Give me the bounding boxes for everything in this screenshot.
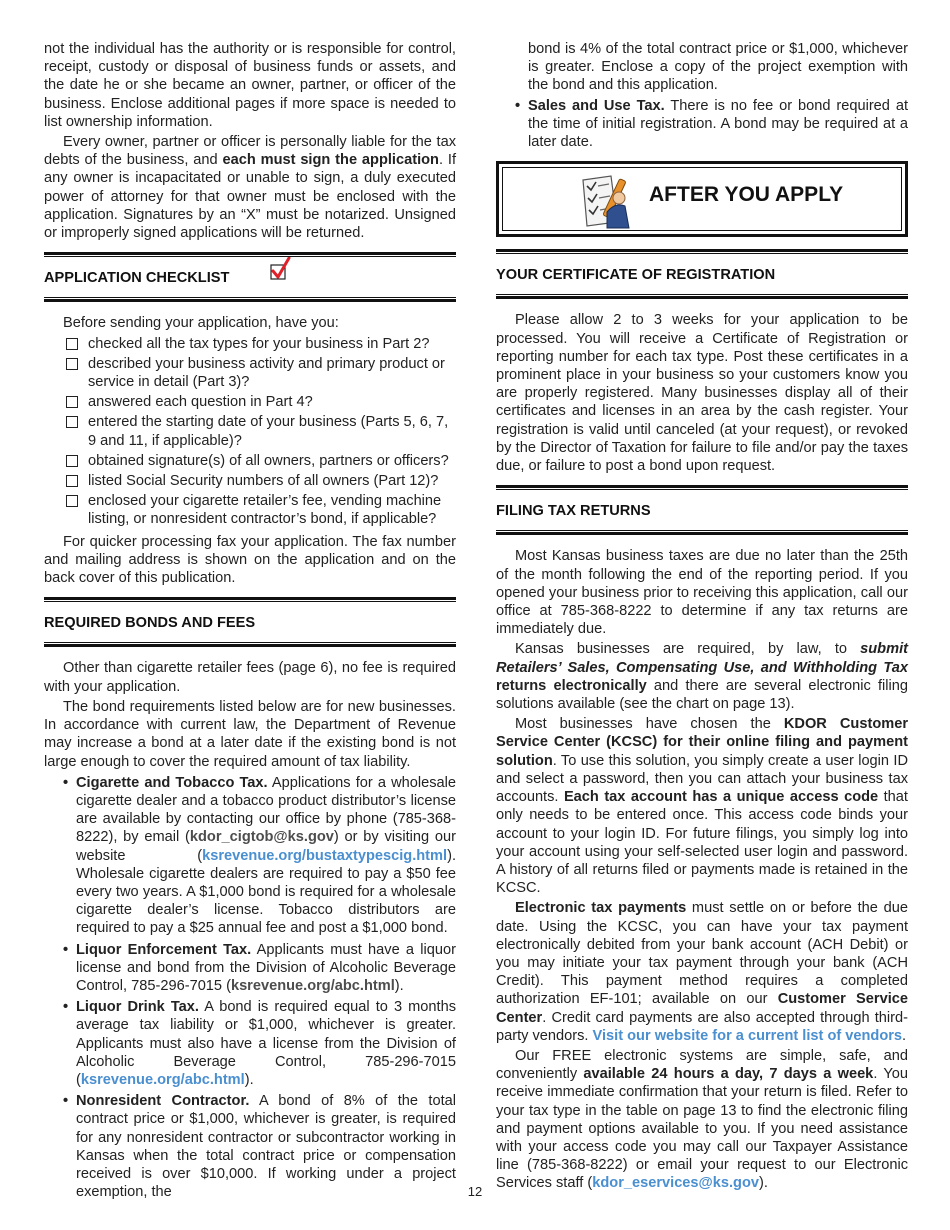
section-heading: FILING TAX RETURNS: [496, 503, 651, 520]
filing-paragraph: Most Kansas business taxes are due no later than the 25th of the month following the end of the reporting period. If you opened your business prior to receiving this application, call our office at 785-368-8222 to determine if any tax returns are immediately due.: [496, 548, 908, 638]
filing-section: [496, 485, 908, 535]
cig-website-link[interactable]: ksrevenue.org/bustaxtypescig.html: [202, 847, 448, 864]
checklist-item: enclosed your cigarette retailer’s fee, vending machine listing, or nonresident contractor’s bond, if applicable?: [64, 492, 456, 528]
abc-website-link[interactable]: ksrevenue.org/abc.html: [230, 977, 395, 994]
left-column: [44, 40, 456, 1205]
checkmark-icon: [270, 257, 292, 281]
checklist-intro: Before sending your application, have you:: [63, 315, 339, 332]
bond-item-nonresident: • Nonresident Contractor. A bond of 8% of the total contract price or $1,000, whichever is greater, is required for any nonresident contractor or subcontractor working in Kansas when the total contract price or compensation received is over $10,000. If working under a project exemption, the: [63, 1093, 456, 1201]
eservices-email-link[interactable]: kdor_eservices@ks.gov: [592, 1175, 760, 1192]
after-you-apply-banner: [496, 161, 908, 237]
section-heading: APPLICATION CHECKLIST: [44, 270, 230, 287]
filing-paragraph: Electronic tax payments must settle on or before the due date. Using the KCSC, you can have your tax payment electronically debited from your bank account (ACH Debit) or you may initiate your tax payment through your bank (ACH Credit). This payment method requires a completed authorization EF-101; available on our Customer Service Center. Credit card payments are also accepted through third-party vendors. Visit our website for a current list of vendors.: [496, 900, 908, 1044]
checkbox-icon: [66, 358, 78, 370]
checkbox-icon: [66, 475, 78, 487]
filing-paragraph: Our FREE electronic systems are simple, safe, and conveniently available 24 hours a day, 7 days a week. You receive immediate confirmation that your return is filed. Refer to your tax type in the table on page 13 to find the electronic filing and payment options available to you. If you need assistance with your access code you may call our Taxpayer Assistance line (785-368-8222) or email your request to our Electronic Services staff (kdor_eservices@ks.gov).: [496, 1047, 908, 1192]
bond-list: [44, 774, 456, 1202]
filing-paragraph: Most businesses have chosen the KDOR Customer Service Center (KCSC) for their online filing and payment solution. To use this solution, you simply create a user login ID and select a password, then you can attach your business tax accounts. Each tax account has a unique access code that only needs to be entered once. This access code binds your account to your login ID. For future filings, you simply log into your account using your self-selected user login and password. A history of all returns filed or payments made is retained in the KCSC.: [496, 716, 909, 897]
nonresident-continued: bond is 4% of the total contract price or $1,000, whichever is greater. Enclose a copy of the project exemption with the bond and this application.: [528, 41, 908, 94]
checklist-item: described your business activity and primary product or service in detail (Part 3)?: [64, 355, 456, 391]
certificate-paragraph: Please allow 2 to 3 weeks for your application to be processed. You will receive a Certificate of Registration or reporting number for each tax type. Post these certificates in a prominent place in your business so your customers know you are properly registered. Many businesses display all of their certificates and licenses in an area by the cash register. Your registration is valid until canceled (at your request), or revoked by the Director of Taxation for failure to file and/or pay the taxes due, or failure to post a bond upon request.: [496, 312, 908, 475]
required-bonds-section: [44, 597, 456, 647]
checklist-item: entered the starting date of your business (Parts 5, 6, 7, 9 and 11, if applicable)?: [64, 413, 456, 449]
checkbox-icon: [66, 338, 78, 350]
bond-item-liquor-enforcement: • Liquor Enforcement Tax. Applicants must have a liquor license and bond from the Division of Alcoholic Beverage Control, 785-296-7015 (ksrevenue.org/abc.html).: [63, 941, 456, 994]
section-heading: REQUIRED BONDS AND FEES: [44, 615, 256, 632]
checklist-clipboard-icon: [577, 172, 637, 230]
checkbox-icon: [66, 495, 78, 507]
section-heading: YOUR CERTIFICATE OF REGISTRATION: [496, 267, 776, 284]
vendors-link[interactable]: Visit our website for a current list of vendors: [592, 1027, 903, 1044]
liability-paragraph: Every owner, partner or officer is personally liable for the tax debts of the business, and each must sign the application. If any owner is incapacitated or unable to sign, a duly executed power of attorney for that owner must be enclosed with the application. Signatures by an “X” must be notarized. Unsigned or improperly signed applications will be returned.: [44, 134, 456, 242]
checkbox-icon: [66, 416, 78, 428]
checklist-item: obtained signature(s) of all owners, partners or officers?: [64, 452, 456, 470]
bond-item-cigarette: • Cigarette and Tobacco Tax. Applications for a wholesale cigarette dealer and a tobacco product distributor’s license are available by contacting our office by phone (785-368-8222), by email (kdor_cigtob@ks.gov) or by visiting our website (ksrevenue.org/bustaxtypescig.html). Wholesale cigarette dealers are required to pay a $50 fee every two years. A $1,000 bond is required for a wholesale cigarette dealer’s license. Tobacco distributors are required to pay a $25 annual fee and post a $1,000 bond.: [63, 774, 456, 937]
bond-item-liquor-drink: • Liquor Drink Tax. A bond is required equal to 3 months average tax liability or $1,000, whichever is greater. Applicants must also have a license from the Division of Alcoholic Beverage Control, 785-296-7015 (ksrevenue.org/abc.html).: [63, 999, 456, 1088]
fax-note: For quicker processing fax your application. The fax number and mailing address is shown on the application and on the back cover of this publication.: [44, 533, 456, 587]
page-number: 12: [467, 1184, 483, 1199]
banner-title: AFTER YOU APPLY: [649, 183, 844, 207]
checklist: [44, 335, 456, 529]
certificate-section: [496, 249, 908, 299]
checkbox-icon: [66, 396, 78, 408]
checklist-item: checked all the tax types for your business in Part 2?: [64, 335, 456, 353]
checklist-item: answered each question in Part 4?: [64, 393, 456, 411]
application-checklist-section: [44, 252, 456, 302]
ownership-paragraph: not the individual has the authority or is responsible for control, receipt, custody or disposal of business funds or assets, and the date he or she became an owner, partner, or officer of the business. Enclose additional pages if more space is needed to list ownership information.: [44, 41, 456, 130]
bonds-paragraph: Other than cigarette retailer fees (page 6), no fee is required with your application.: [44, 660, 456, 695]
cigtob-email-link[interactable]: kdor_cigtob@ks.gov: [189, 829, 334, 846]
bonds-paragraph: The bond requirements listed below are for new businesses. In accordance with current law, the Department of Revenue may increase a bond at a later date if the existing bond is not large enough to cover the required amount of tax liability.: [44, 698, 456, 770]
bond-item-sales-use: • Sales and Use Tax. There is no fee or bond required at the time of initial registration. A bond may be required at a later date.: [515, 97, 908, 151]
abc-website-link[interactable]: ksrevenue.org/abc.html: [80, 1071, 245, 1088]
right-column: [496, 40, 908, 1195]
checklist-item: listed Social Security numbers of all owners (Part 12)?: [64, 472, 456, 490]
checkbox-icon: [66, 455, 78, 467]
bond-list-continued: [496, 97, 908, 152]
filing-paragraph: Kansas businesses are required, by law, to submit Retailers’ Sales, Compensating Use, and Withholding Tax returns electronically and there are several electronic filing solutions available (see the chart on page 13).: [496, 641, 908, 713]
